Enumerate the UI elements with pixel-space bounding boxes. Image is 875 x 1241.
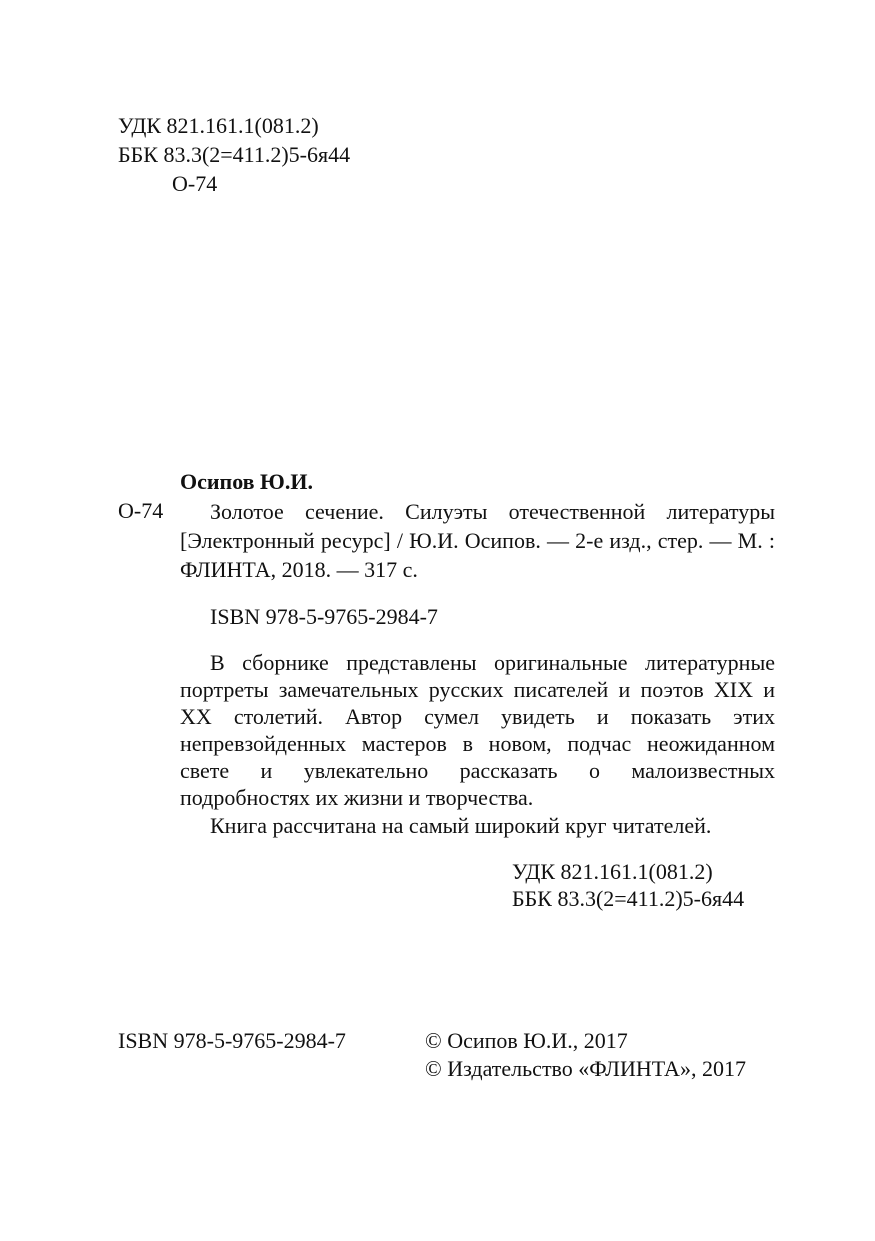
copyright-publisher: © Издательство «ФЛИНТА», 2017: [425, 1056, 746, 1081]
bibliographic-description: Золотое сечение. Силуэты отечественной литературы [Электронный ресурс] / Ю.И. Осипов. — 2-е изд., стер. — М. : ФЛИНТА, 2018. — 317 с.: [180, 499, 775, 582]
isbn-footer: ISBN 978-5-9765-2984-7: [118, 1028, 346, 1053]
annotation-text: В сборнике представлены оригинальные литературные портреты замечательных русских писателей и поэтов XIX и XX столетий. Автор сумел увидеть и показать этих непревзойденных мастеров в новом, подчас неожиданном свете и увлекательно рассказать о малоизвестных подробностях их жизни и творчества.: [180, 650, 775, 810]
author-mark-side: О-74: [118, 498, 164, 523]
reader-note: Книга рассчитана на самый широкий круг читателей.: [210, 813, 712, 838]
author-name: Осипов Ю.И.: [180, 469, 313, 494]
copyright-author: © Осипов Ю.И., 2017: [425, 1028, 628, 1053]
bbk-code-top: ББК 83.3(2=411.2)5-6я44: [118, 142, 351, 167]
udk-code-top: УДК 821.161.1(081.2): [118, 113, 319, 138]
bbk-code-right: ББК 83.3(2=411.2)5-6я44: [512, 886, 745, 911]
udk-code-right: УДК 821.161.1(081.2): [512, 859, 713, 884]
isbn-main: ISBN 978-5-9765-2984-7: [210, 604, 438, 629]
author-mark-top: О-74: [172, 171, 218, 196]
